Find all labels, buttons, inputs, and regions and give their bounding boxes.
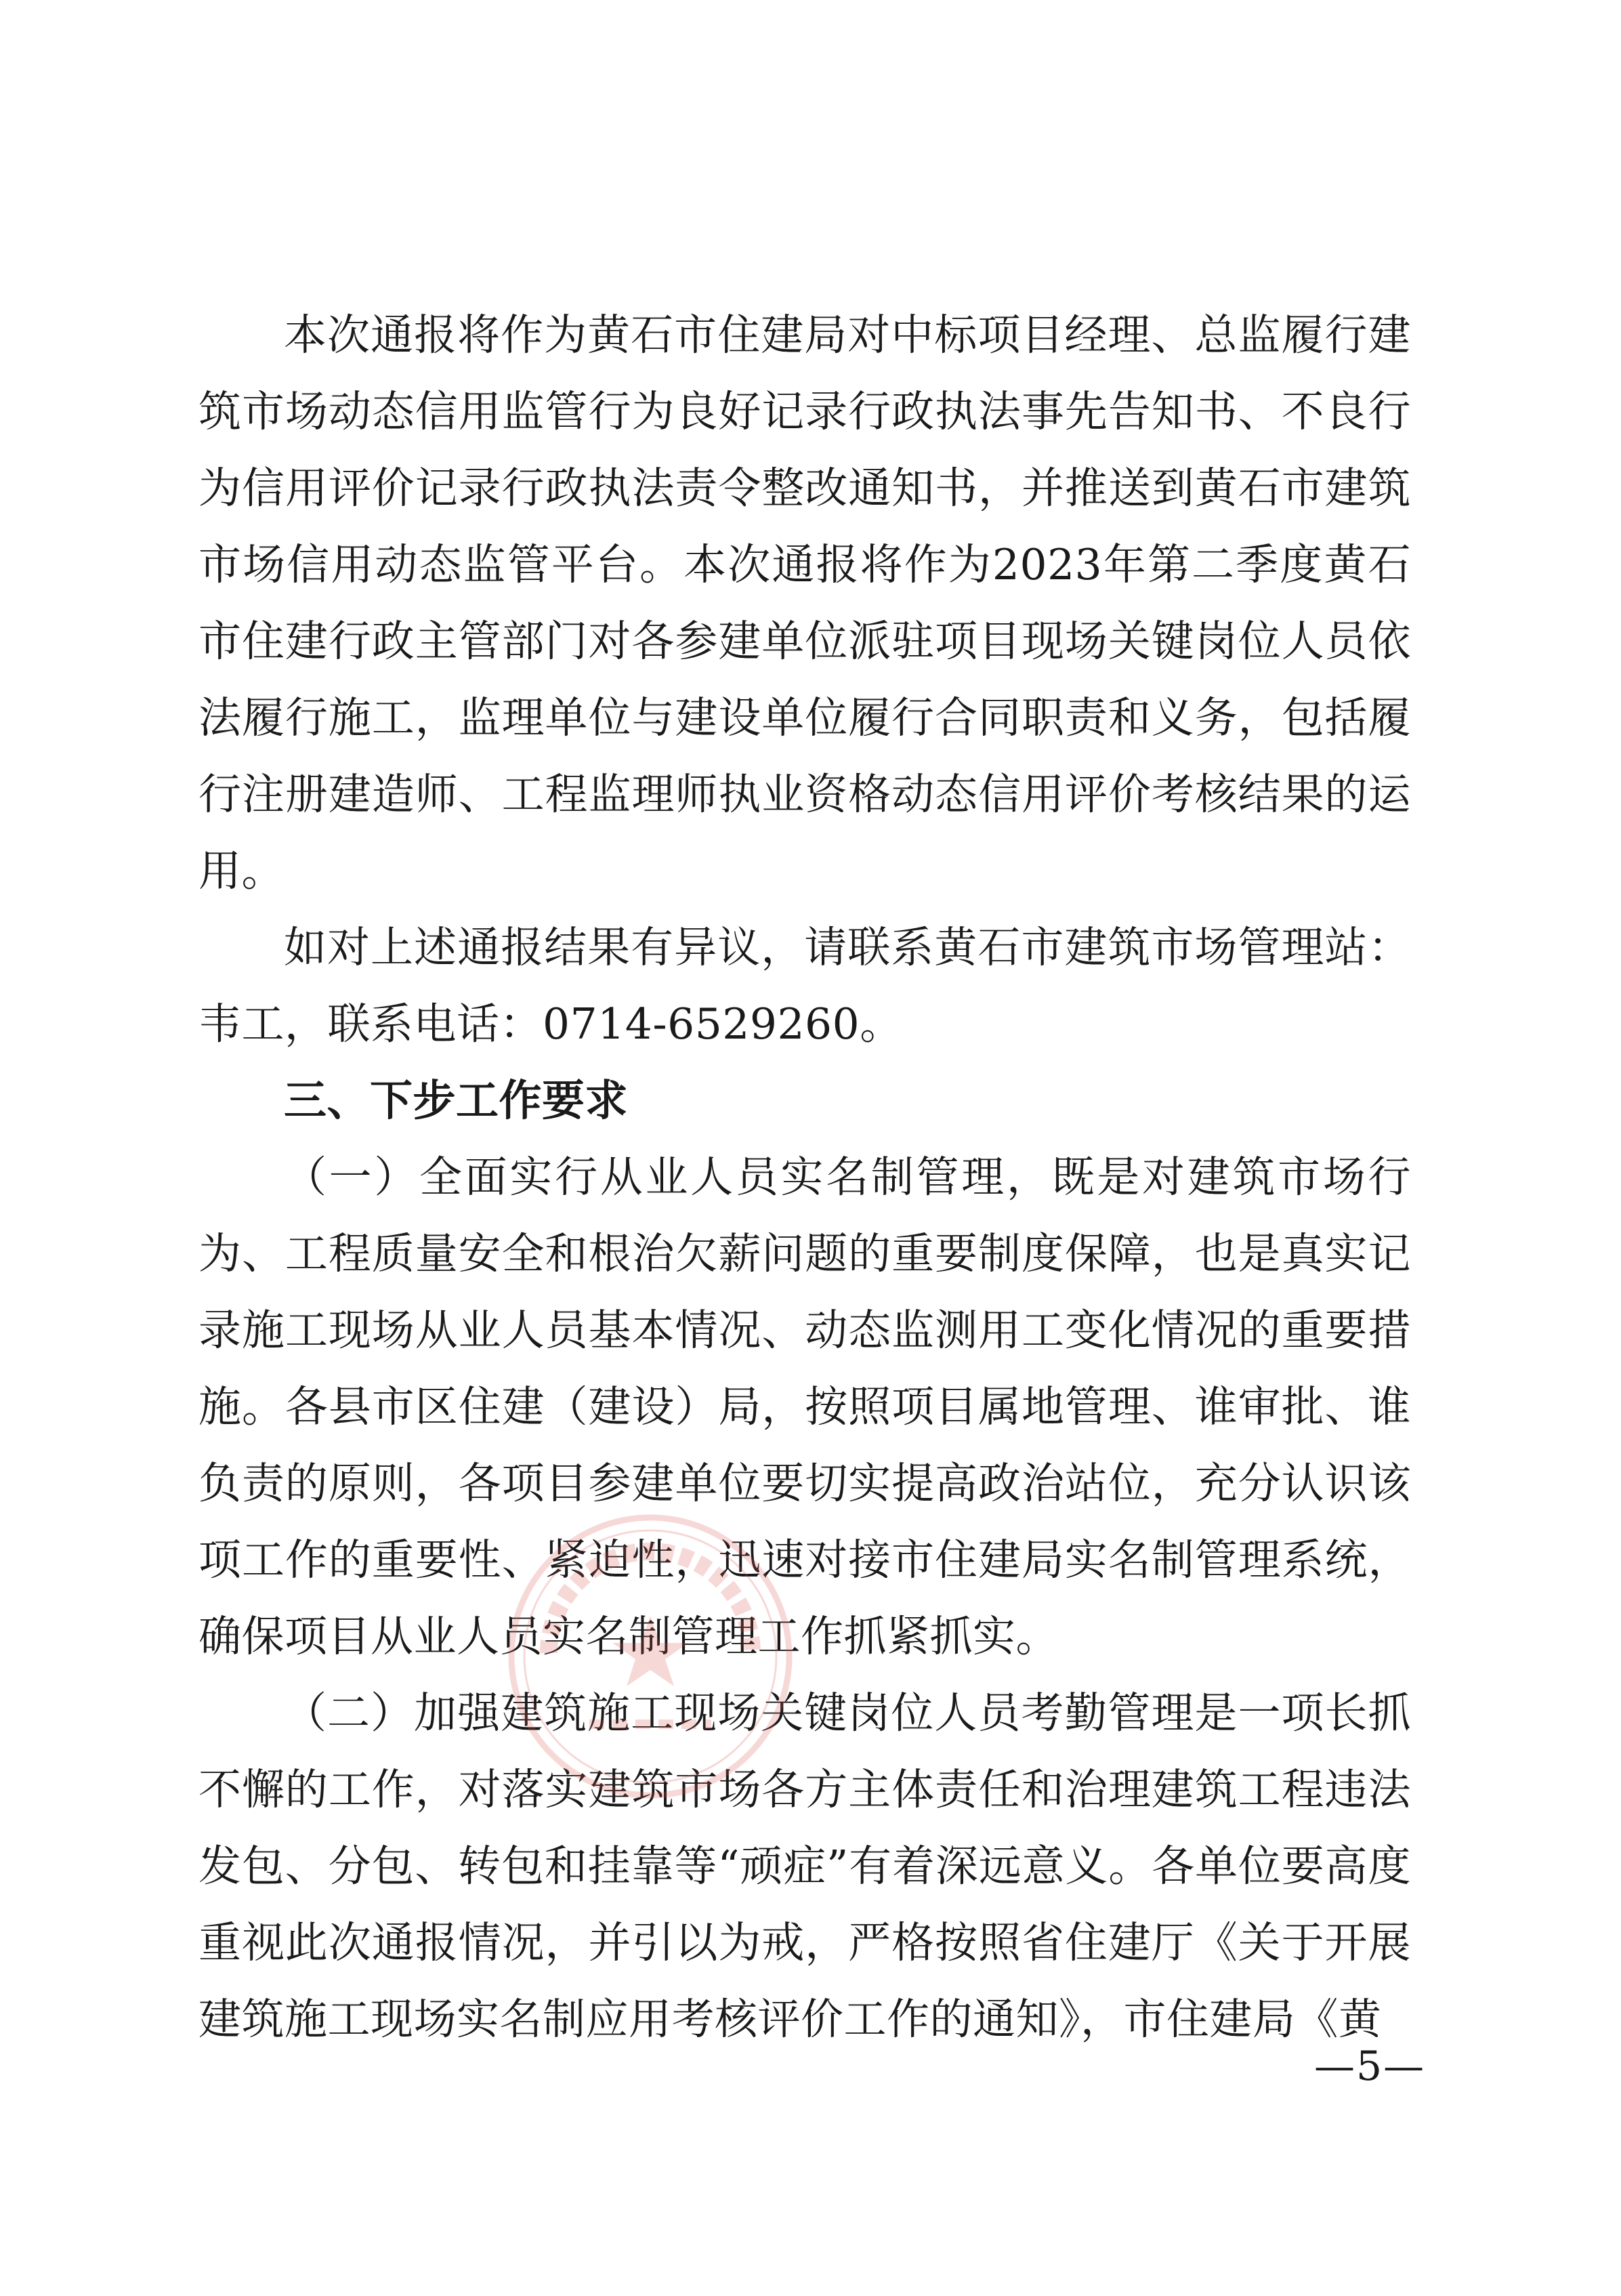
document-body — [198, 297, 1411, 2058]
section-heading: 三、下步工作要求 — [284, 1076, 628, 1125]
paragraph-item-two: （二）加强建筑施工现场关键岗位人员考勤管理是一项长抓不懈的工作，对落实建筑市场各方主体责任和治理建筑工程违法发包、分包、转包和挂靠等“顽症”有着深远意义。各单位要高度重视此次通报情况，并引以为戒，严格按照省住建厅《关于开展建筑施工现场实名制应用考核评价工作的通知》，市住建局《黄 — [198, 1688, 1411, 2044]
paragraph-notification-usage: 本次通报将作为黄石市住建局对中标项目经理、总监履行建筑市场动态信用监管行为良好记录行政执法事先告知书、不良行为信用评价记录行政执法责令整改通知书，并推送到黄石市建筑市场信用动态监管平台。本次通报将作为2023年第二季度黄石市住建行政主管部门对各参建单位派驻项目现场关键岗位人员依法履行施工，监理单位与建设单位履行合同职责和义务，包括履行注册建造师、工程监理师执业资格动态信用评价考核结果的运用。 — [198, 310, 1411, 896]
paragraph-item-one: （一）全面实行从业人员实名制管理，既是对建筑市场行为、工程质量安全和根治欠薪问题的重要制度保障，也是真实记录施工现场从业人员基本情况、动态监测用工变化情况的重要措施。各县市区住建（建设）局，按照项目属地管理、谁审批、谁负责的原则，各项目参建单位要切实提高政治站位，充分认识该项工作的重要性、紧迫性，迅速对接市住建局实名制管理系统，确保项目从业人员实名制管理工作抓紧抓实。 — [198, 1152, 1411, 1661]
page-number: —5— — [1314, 2043, 1426, 2090]
paragraph-objection-contact: 如对上述通报结果有异议，请联系黄石市建筑市场管理站：韦工，联系电话：0714-6529260。 — [198, 923, 1411, 1049]
